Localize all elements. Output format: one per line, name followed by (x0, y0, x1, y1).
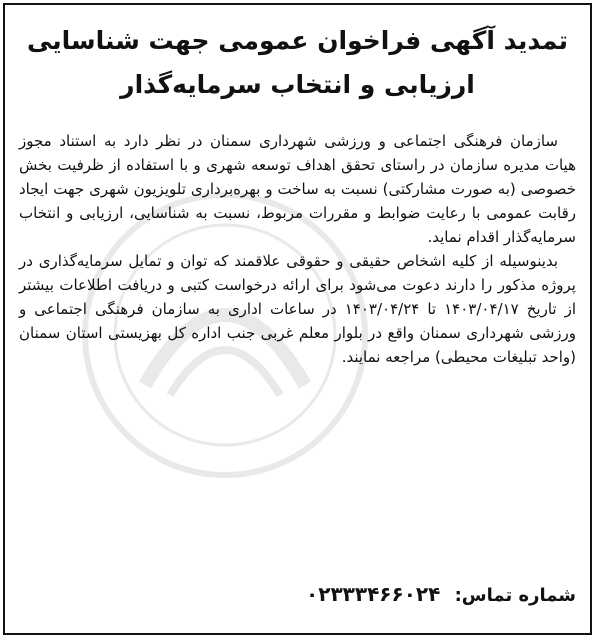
contact-phone-number: ۰۲۳۳۳۴۶۶۰۲۴ (306, 582, 441, 606)
notice-paragraph-1: سازمان فرهنگی اجتماعی و ورزشی شهرداری سمنان در نظر دارد به استناد مجوز هیات مدیره سازمان در راستای تحقق اهداف توسعه شهری و با استفاده از ظرفیت بخش خصوصی (به صورت مشارکتی) نسبت به ساخت و بهره‌برداری تلویزیون شهری جهت ایجاد رقابت عمومی با رعایت ضوابط و مقررات مربوط، نسبت به شناسایی، ارزیابی و انتخاب سرمایه‌گذار اقدام نماید. (19, 132, 576, 246)
notice-title: تمدید آگهی فراخوان عمومی جهت شناسایی ارزیابی و انتخاب سرمایه‌گذار (26, 26, 569, 99)
contact-line (19, 581, 576, 609)
notice-frame (3, 3, 592, 635)
contact-label: شماره تماس: (454, 585, 576, 606)
notice-paragraph-2: بدینوسیله از کلیه اشخاص حقیقی و حقوقی علاقمند که توان و تمایل سرمایه‌گذاری در پروژه مذکور را دارند دعوت می‌شود برای ارائه درخواست کتبی و دریافت اطلاعات بیشتر از تاریخ ۱۴۰۳/۰۴/۱۷ تا ۱۴۰۳/۰۴/۲۴ در ساعات اداری به سازمان فرهنگی اجتماعی و ورزشی شهرداری سمنان واقع در بلوار معلم غربی جنب اداره کل بهزیستی استان سمنان (واحد تبلیغات محیطی) مراجعه نمایند. (19, 252, 577, 366)
notice-body (19, 129, 576, 369)
